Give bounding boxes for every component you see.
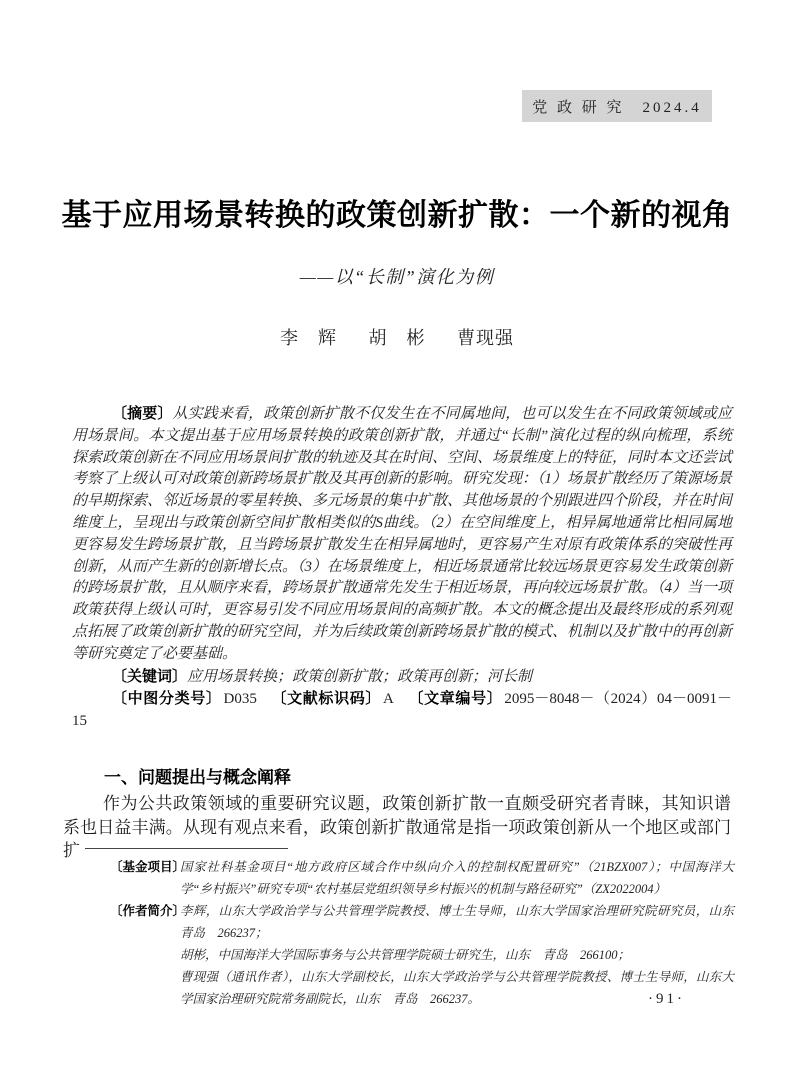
clc-value: D035 <box>223 691 257 708</box>
keywords-text: 应用场景转换；政策创新扩散；政策再创新；河长制 <box>187 668 533 685</box>
author-bio-label: 〔作者简介〕 <box>110 904 186 918</box>
author-bio-1: 李辉，山东大学政治学与公共管理学院教授、博士生导师，山东大学国家治理研究院研究员，山东 青岛 266237； <box>180 904 747 940</box>
abstract-paragraph <box>72 403 732 666</box>
classification-line <box>72 688 732 733</box>
keywords-label: 〔关键词〕 <box>112 667 188 685</box>
fund-project-text: 国家社科基金项目“地方政府区域合作中纵向介入的控制权配置研究”（21BZX007）；中国海洋大学“乡村振兴”研究专项“农村基层党组织领导乡村振兴的机制与路径研究”（ZX2022004） <box>180 860 734 896</box>
section-heading-1: 一、问题提出与概念阐释 <box>104 768 291 787</box>
abstract-block <box>72 403 732 733</box>
author-name-2: 胡 彬 <box>368 328 426 348</box>
fund-project-entry <box>110 856 734 900</box>
author-bio-entry <box>110 900 747 1010</box>
journal-issue-badge: 党 政 研 究 2024.4 <box>522 90 712 122</box>
doc-code-value: A <box>383 691 394 708</box>
fund-project-label: 〔基金项目〕 <box>110 860 186 874</box>
keywords-line <box>72 666 732 689</box>
doc-code-label: 〔文献标识码〕 <box>270 690 382 708</box>
author-line <box>0 324 794 350</box>
author-name-1: 李 辉 <box>280 328 337 348</box>
article-subtitle: ——以“长制”演化为例 <box>299 267 495 287</box>
article-id-label: 〔文章编号〕 <box>407 690 503 708</box>
article-id-value: 2095－8048－（2024）04－0091－15 <box>72 691 732 730</box>
author-name-3: 曹现强 <box>457 328 514 348</box>
footnote-block <box>110 856 747 1010</box>
author-bio-2: 胡彬，中国海洋大学国际事务与公共管理学院硕士研究生，山东 青岛 266100； <box>180 948 631 962</box>
page-number: ·91· <box>648 991 685 1007</box>
body-paragraph-1: 作为公共政策领域的重要研究议题，政策创新扩散一直颇受研究者青睐，其知识谱系也日益丰满。从现有观点来看，政策创新扩散通常是指一项政策创新从一个地区或部门扩 <box>63 794 731 860</box>
abstract-label: 〔摘要〕 <box>112 405 173 422</box>
footnote-divider <box>85 848 288 849</box>
author-bio-3: 曹现强（通讯作者），山东大学副校长，山东大学政治学与公共管理学院教授、博士生导师，山东大学国家治理研究院常务副院长，山东 青岛 266237。 <box>180 970 734 1006</box>
clc-label: 〔中图分类号〕 <box>112 690 222 708</box>
article-title: 基于应用场景转换的政策创新扩散：一个新的视角 <box>61 199 733 232</box>
abstract-text: 从实践来看，政策创新扩散不仅发生在不同属地间，也可以发生在不同政策领域或应用场景间。本文提出基于应用场景转换的政策创新扩散，并通过“长制”演化过程的纵向梳理，系统探索政策创新在不同应用场景间扩散的轨迹及其在时间、空间、场景维度上的特征，同时本文还尝试考察了上级认可对政策创新跨场景扩散及其再创新的影响。研究发现：（1）场景扩散经历了策源场景的早期探索、邻近场景的零星转换、多元场景的集中扩散、其他场景的个别跟进四个阶段，并在时间维度上，呈现出与政策创新空间扩散相类似的S曲线。（2）在空间维度上，相异属地通常比相同属地更容易发生跨场景扩散，且当跨场景扩散发生在相异属地时，更容易产生对原有政策体系的突破性再创新，从而产生新的创新增长点。（3）在场景维度上，相近场景通常比较远场景更容易发生政策创新的跨场景扩散，且从顺序来看，跨场景扩散通常先发生于相近场景，再向较远场景扩散。（4）当一项政策获得上级认可时，更容易引发不同应用场景间的高频扩散。本文的概念提出及最终形成的系列观点拓展了政策创新扩散的研究空间，并为后续政策创新跨场景扩散的模式、机制以及扩散中的再创新等研究奠定了必要基础。 <box>72 406 733 662</box>
